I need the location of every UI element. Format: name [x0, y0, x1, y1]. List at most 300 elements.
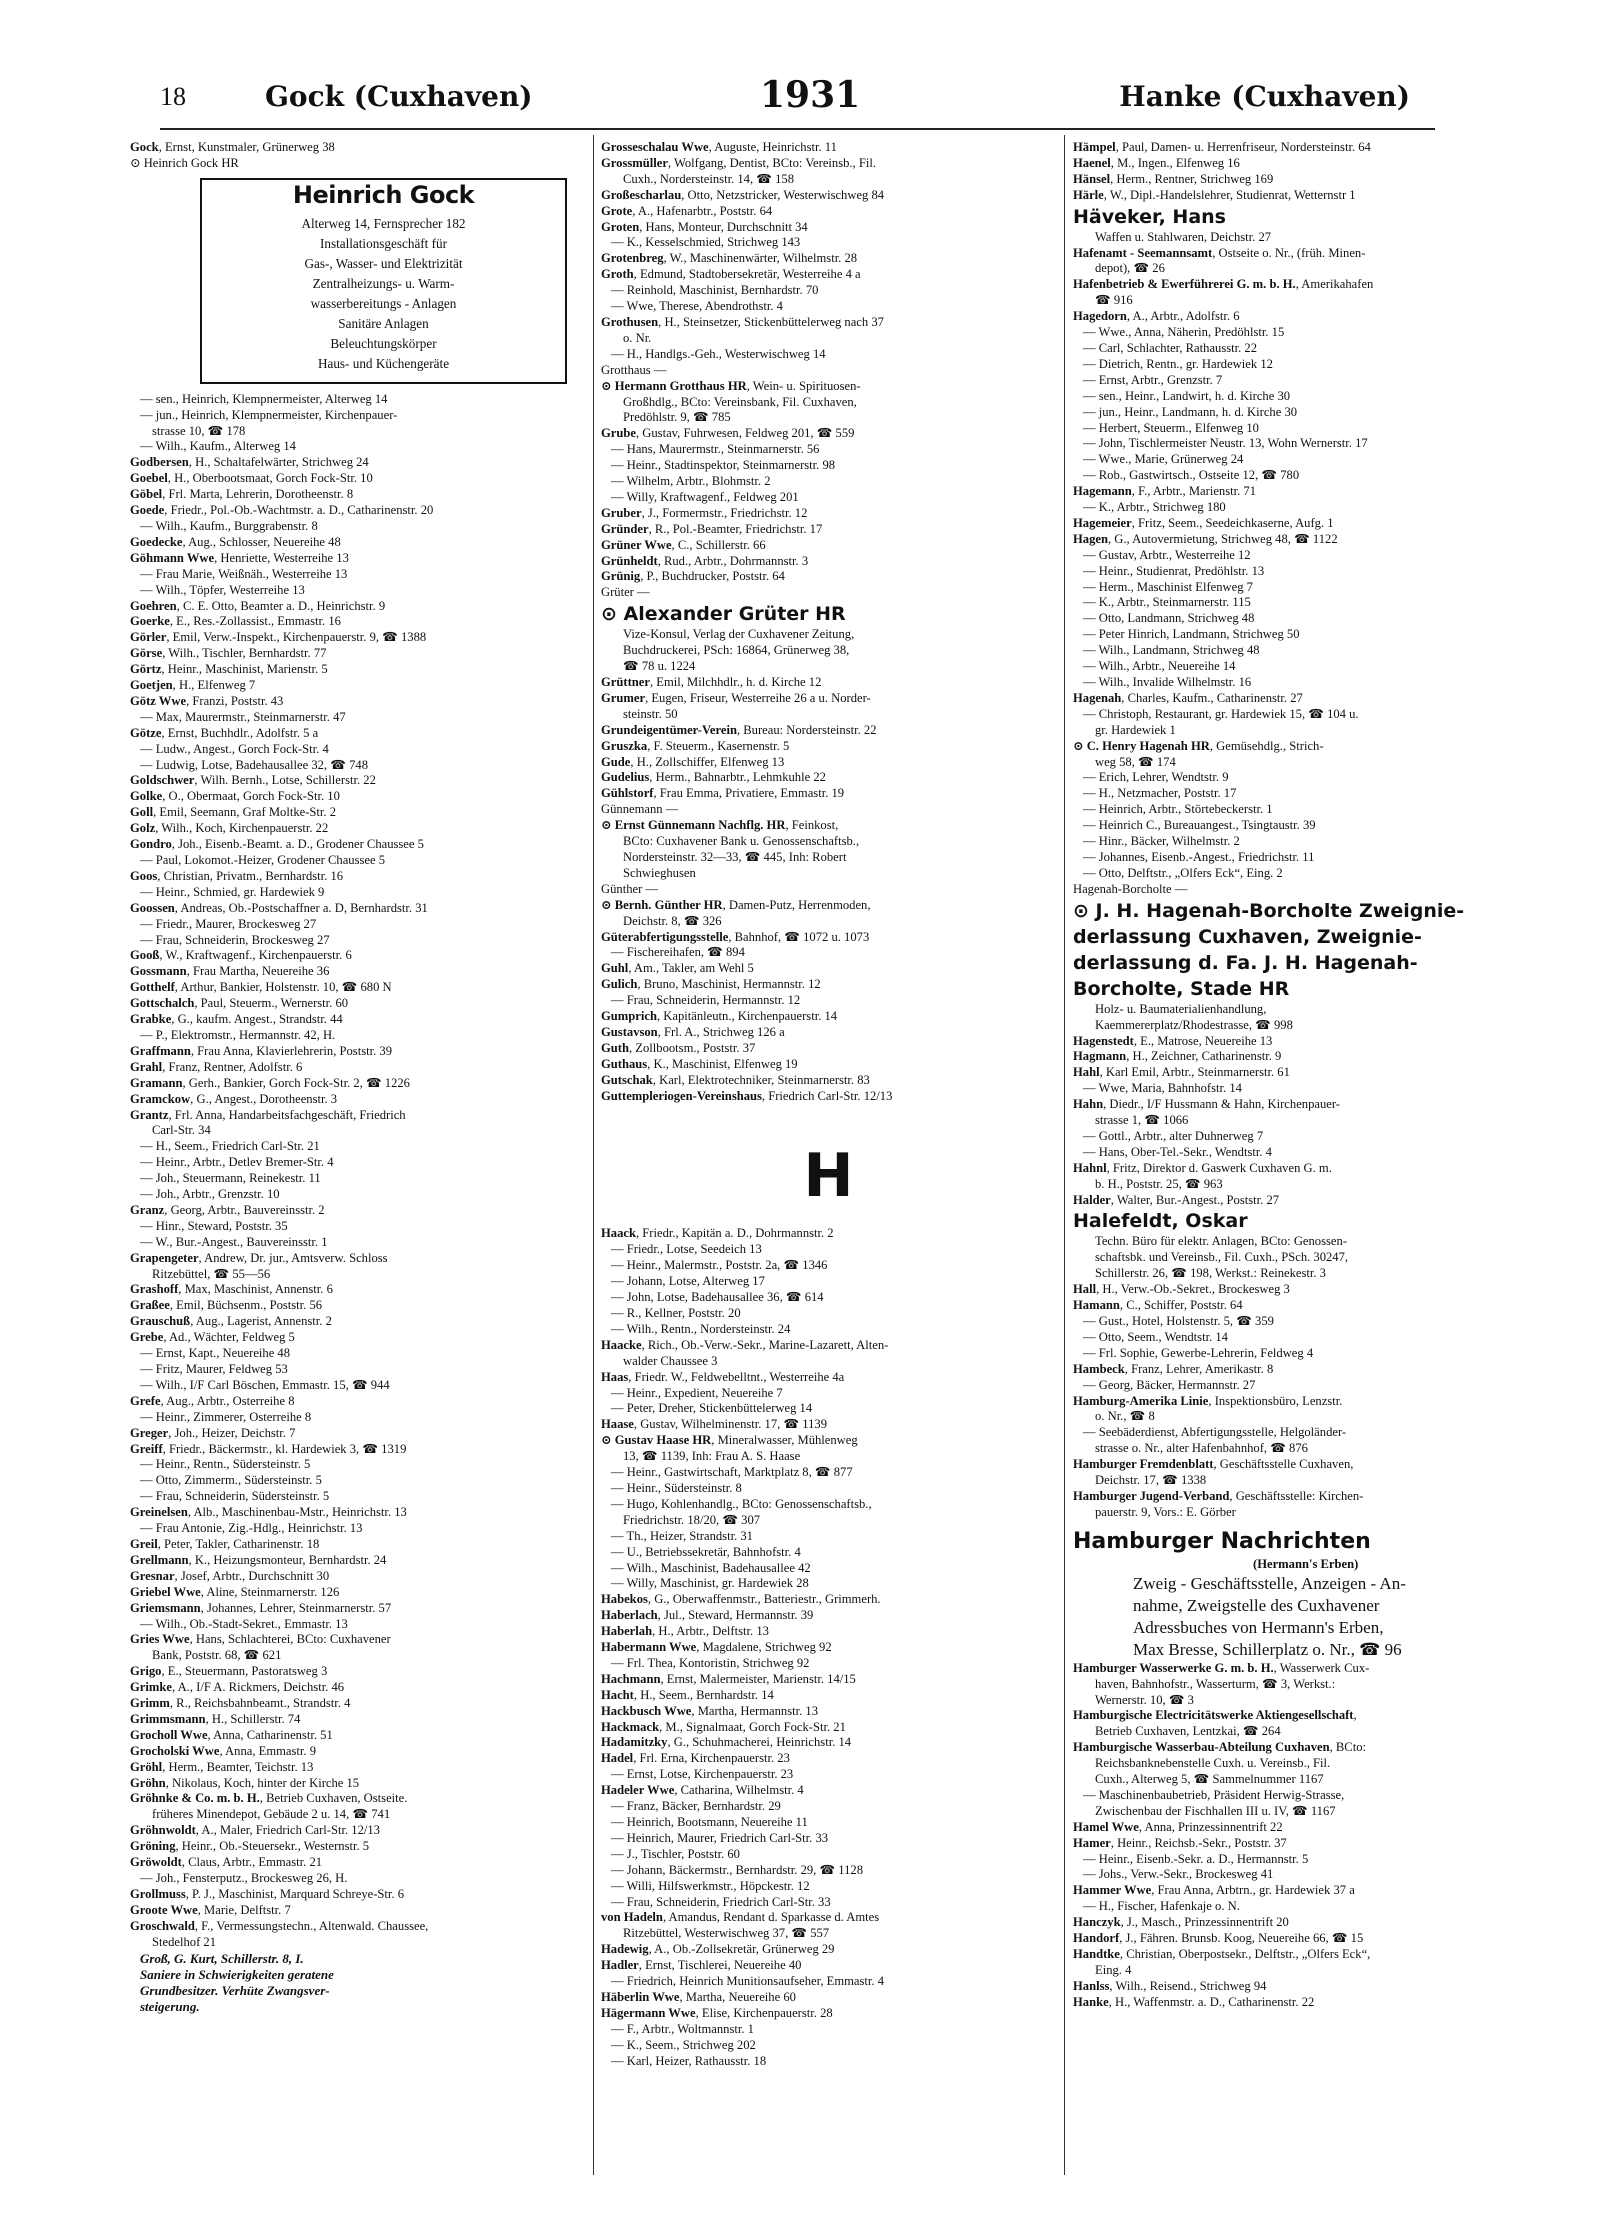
directory-entry: Hadeler Wwe, Catharina, Wilhelmstr. 4: [601, 1783, 804, 1798]
directory-entry: — Heinrich, Arbtr., Störtebeckerstr. 1: [1083, 802, 1273, 817]
directory-entry: Hadewig, A., Ob.-Zollsekretär, Grünerweg 29: [601, 1942, 835, 1957]
directory-entry: Gröhnwoldt, A., Maler, Friedrich Carl-Str. 12/13: [130, 1823, 380, 1838]
directory-entry: — Max, Maurermstr., Steinmarnerstr. 47: [140, 709, 346, 724]
directory-entry: Handorf, J., Fähren. Brunsb. Koog, Neuereihe 66, ☎ 15: [1073, 1931, 1364, 1946]
directory-entry: Hadamitzky, G., Schuhmacherei, Heinrichstr. 14: [601, 1735, 852, 1750]
directory-entry: Wernerstr. 10, ☎ 3: [1095, 1692, 1194, 1707]
directory-entry: Grünig, P., Buchdrucker, Poststr. 64: [601, 569, 785, 584]
directory-entry: Cuxh., Alterweg 5, ☎ Sammelnummer 1167: [1095, 1772, 1324, 1787]
nachrichten-line: Adressbuches von Hermann's Erben,: [1133, 1617, 1384, 1637]
directory-entry: — P., Elektromstr., Hermannstr. 42, H.: [140, 1027, 336, 1042]
directory-entry: — Hans, Maurermstr., Steinmarnerstr. 56: [611, 442, 820, 457]
grueter-heading: ⊙ Alexander Grüter HR: [601, 603, 846, 626]
directory-entry: — Wwe, Therese, Abendrothstr. 4: [611, 299, 783, 314]
directory-entry: — sen., Heinr., Landwirt, h. d. Kirche 30: [1083, 388, 1291, 403]
directory-entry: — Peter, Dreher, Stickenbüttelerweg 14: [611, 1401, 813, 1416]
directory-entry: Goll, Emil, Seemann, Graf Moltke-Str. 2: [130, 805, 337, 820]
directory-entry: — Joh., Arbtr., Grenzstr. 10: [140, 1187, 280, 1202]
directory-entry: Goerke, E., Res.-Zollassist., Emmastr. 16: [130, 614, 341, 629]
directory-entry: — Frau Marie, Weißnäh., Westerreihe 13: [140, 566, 348, 581]
directory-entry: Grotthaus —: [601, 362, 667, 377]
nachrichten-line: Zweig - Geschäftsstelle, Anzeigen - An-: [1133, 1573, 1406, 1593]
directory-entry: Griemsmann, Johannes, Lehrer, Steinmarnerstr. 57: [130, 1600, 392, 1615]
directory-entry: Härle, W., Dipl.-Handelslehrer, Studienrat, Wetternstr 1: [1073, 187, 1356, 202]
directory-entry: — Ludwig, Lotse, Badehausallee 32, ☎ 748: [140, 757, 368, 772]
directory-entry: Gutschak, Karl, Elektrotechniker, Steinmarnerstr. 83: [601, 1072, 870, 1087]
directory-entry: Hacht, H., Seem., Bernhardstr. 14: [601, 1687, 774, 1702]
directory-entry: Gumprich, Kapitänleutn., Kirchenpauerstr. 14: [601, 1009, 838, 1024]
directory-entry: Godbersen, H., Schaltafelwärter, Strichweg 24: [130, 455, 369, 470]
directory-entry: — Carl, Schlachter, Rathausstr. 22: [1083, 340, 1258, 355]
gock-advertisement: [200, 178, 567, 384]
directory-entry: — Georg, Bäcker, Hermannstr. 27: [1083, 1377, 1256, 1392]
directory-entry: — R., Kellner, Poststr. 20: [611, 1306, 741, 1320]
directory-entry: Hagemeier, Fritz, Seem., Seedeichkaserne, Aufg. 1: [1073, 515, 1334, 530]
directory-entry: Gustavson, Frl. A., Strichweg 126 a: [601, 1024, 785, 1039]
directory-entry: Großhdlg., BCto: Vereinsbank, Fil. Cuxhaven,: [623, 394, 857, 409]
directory-entry: pauerstr. 9, Vors.: E. Görber: [1095, 1504, 1236, 1519]
directory-entry: Grossmüller, Wolfgang, Dentist, BCto: Vereinsb., Fil.: [601, 155, 877, 170]
directory-entry: Gramann, Gerh., Bankier, Gorch Fock-Str. 2, ☎ 1226: [130, 1075, 410, 1090]
directory-entry: — Reinhold, Maschinist, Bernhardstr. 70: [611, 283, 819, 298]
halefeldt-heading: Halefeldt, Oskar: [1073, 1210, 1248, 1233]
directory-entry: — Ludw., Angest., Gorch Fock-Str. 4: [140, 741, 329, 756]
footer-ad-line: Groß, G. Kurt, Schillerstr. 8, I.: [140, 1950, 304, 1966]
directory-entry: Göbel, Frl. Marta, Lehrerin, Dorotheenstr. 8: [130, 487, 354, 502]
directory-entry: Goos, Christian, Privatm., Bernhardstr. 16: [130, 868, 344, 883]
directory-entry: — Heinr., Gastwirtschaft, Marktplatz 8, ☎ 877: [611, 1465, 853, 1480]
directory-entry: Görtz, Heinr., Maschinist, Marienstr. 5: [130, 662, 328, 677]
nachrichten-heading: Hamburger Nachrichten: [1073, 1528, 1371, 1554]
footer-ad-line: Saniere in Schwierigkeiten geratene: [140, 1966, 334, 1982]
directory-entry: Grebe, Ad., Wächter, Feldweg 5: [130, 1330, 295, 1345]
directory-entry: Hägermann Wwe, Elise, Kirchenpauerstr. 28: [601, 2005, 833, 2020]
directory-entry: Grimke, A., I/F A. Rickmers, Deichstr. 46: [130, 1680, 345, 1695]
directory-entry: depot), ☎ 26: [1095, 261, 1165, 276]
hagenah-heading-line: ⊙ J. H. Hagenah-Borcholte Zweignie-: [1073, 899, 1465, 922]
directory-entry: steinstr. 50: [623, 706, 678, 721]
directory-entry: — Fischereihafen, ☎ 894: [611, 945, 745, 960]
directory-entry: — Willi, Hilfswerkmstr., Höpckestr. 12: [611, 1878, 810, 1893]
directory-entry: Haase, Gustav, Wilhelminenstr. 17, ☎ 1139: [601, 1417, 828, 1432]
directory-entry: Hagedorn, A., Arbtr., Adolfstr. 6: [1073, 309, 1240, 324]
directory-entry: Deichstr. 8, ☎ 326: [623, 913, 722, 928]
directory-entry: b. H., Poststr. 25, ☎ 963: [1095, 1176, 1223, 1191]
directory-entry: Hall, H., Verw.-Ob.-Sekret., Brockesweg 3: [1073, 1282, 1290, 1297]
directory-entry: — Ernst, Kapt., Neuereihe 48: [140, 1346, 291, 1361]
directory-entry: Grellmann, K., Heizungsmonteur, Bernhardstr. 24: [130, 1552, 387, 1567]
directory-entry: Gröhnke & Co. m. b. H., Betrieb Cuxhaven, Ostseite.: [130, 1791, 408, 1806]
directory-entry: Hadler, Ernst, Tischlerei, Neuereihe 40: [601, 1958, 802, 1973]
directory-entry: Granz, Georg, Arbtr., Bauvereinsstr. 2: [130, 1202, 325, 1217]
directory-entry: Gries Wwe, Hans, Schlachterei, BCto: Cuxhavener: [130, 1632, 391, 1647]
directory-entry: — Maschinenbaubetrieb, Präsident Herwig-Strasse,: [1083, 1787, 1345, 1802]
directory-entry: Gresnar, Josef, Arbtr., Durchschnitt 30: [130, 1568, 330, 1583]
directory-entry: Hagmann, H., Zeichner, Catharinenstr. 9: [1073, 1049, 1282, 1064]
directory-entry: Greger, Joh., Heizer, Deichstr. 7: [130, 1425, 296, 1440]
directory-entry: Haack, Friedr., Kapitän a. D., Dohrmannstr. 2: [601, 1226, 834, 1241]
directory-entry: — John, Tischlermeister Neustr. 13, Wohn Wernerstr. 17: [1083, 436, 1368, 451]
directory-entry: Hammer Wwe, Frau Anna, Arbtrn., gr. Hardewiek 37 a: [1073, 1883, 1355, 1898]
ad-line: Sanitäre Anlagen: [338, 315, 429, 331]
directory-entry: — Wilh., I/F Carl Böschen, Emmastr. 15, ☎ 944: [140, 1377, 390, 1392]
directory-entry: Grote, A., Hafenarbtr., Poststr. 64: [601, 203, 773, 218]
directory-entry: Göhmann Wwe, Henriette, Westerreihe 13: [130, 550, 349, 565]
directory-entry: — Otto, Seem., Wendtstr. 14: [1083, 1329, 1228, 1344]
directory-entry: strasse 1, ☎ 1066: [1095, 1113, 1189, 1128]
directory-entry: — Frl. Sophie, Gewerbe-Lehrerin, Feldweg 4: [1083, 1345, 1314, 1360]
directory-entry: Zwischenbau der Fischhallen III u. IV, ☎ 1167: [1095, 1803, 1336, 1818]
directory-entry: — H., Netzmacher, Poststr. 17: [1083, 786, 1237, 801]
directory-entry: Grotenbreg, W., Maschinenwärter, Wilhelmstr. 28: [601, 251, 858, 266]
directory-entry: Hahn, Diedr., I/F Hussmann & Hahn, Kirchenpauer-: [1073, 1097, 1340, 1112]
directory-entry: — Heinrich, Bootsmann, Neuereihe 11: [611, 1815, 808, 1829]
directory-entry: Gühlstorf, Frau Emma, Privatiere, Emmastr. 19: [601, 786, 845, 801]
directory-entry: Reichsbanknebenstelle Cuxh. u. Vereinsb., Fil.: [1095, 1756, 1331, 1771]
directory-entry: Grashoff, Max, Maschinist, Annenstr. 6: [130, 1282, 333, 1297]
directory-entry: — H., Fischer, Hafenkaje o. N.: [1083, 1899, 1240, 1914]
directory-entry: — jun., Heinr., Landmann, h. d. Kirche 30: [1083, 404, 1298, 419]
directory-entry: — Gust., Hotel, Holstenstr. 5, ☎ 359: [1083, 1314, 1274, 1328]
directory-entry: Gruszka, F. Steuerm., Kasernenstr. 5: [601, 738, 790, 753]
directory-entry: — Wwe., Anna, Näherin, Predöhlstr. 15: [1083, 325, 1285, 340]
directory-entry: Hackbusch Wwe, Martha, Hermannstr. 13: [601, 1703, 818, 1718]
directory-entry: Grauschuß, Aug., Lagerist, Annenstr. 2: [130, 1314, 332, 1329]
directory-entry: Golke, O., Obermaat, Gorch Fock-Str. 10: [130, 789, 340, 804]
directory-entry: — Heinr., Eisenb.-Sekr. a. D., Hermannstr. 5: [1083, 1851, 1309, 1866]
ad-line: Installationsgeschäft für: [319, 235, 448, 251]
directory-entry: — Friedrich, Heinrich Munitionsaufseher, Emmastr. 4: [611, 1974, 885, 1989]
directory-entry: Grapengeter, Andrew, Dr. jur., Amtsverw. Schloss: [130, 1250, 388, 1265]
year-heading: 1931: [760, 74, 861, 116]
directory-entry: Grüttner, Emil, Milchhdlr., h. d. Kirche 12: [601, 675, 822, 689]
directory-entry: Halder, Walter, Bur.-Angest., Poststr. 27: [1073, 1192, 1280, 1207]
directory-entry: — K., Arbtr., Strichweg 180: [1083, 500, 1226, 515]
directory-entry: — U., Betriebssekretär, Bahnhofstr. 4: [611, 1544, 801, 1559]
directory-entry: Hamburg-Amerika Linie, Inspektionsbüro, Lenzstr.: [1073, 1393, 1343, 1408]
directory-entry: Haas, Friedr. W., Feldwebelltnt., Westerreihe 4a: [601, 1369, 845, 1384]
directory-entry: Hagemann, F., Arbtr., Marienstr. 71: [1073, 484, 1257, 499]
directory-entry: — Wilh., Maschinist, Badehausallee 42: [611, 1560, 811, 1575]
directory-entry: Görse, Wilh., Tischler, Bernhardstr. 77: [130, 646, 327, 661]
directory-entry: Hahnl, Fritz, Direktor d. Gaswerk Cuxhaven G. m.: [1073, 1160, 1332, 1175]
directory-entry: Deichstr. 17, ☎ 1338: [1095, 1473, 1207, 1488]
directory-entry: — Rob., Gastwirtsch., Ostseite 12, ☎ 780: [1083, 468, 1300, 483]
directory-entry: Friedrichstr. 18/20, ☎ 307: [623, 1512, 761, 1527]
directory-entry: — Wilh., Landmann, Strichweg 48: [1083, 643, 1260, 658]
directory-entry: Haacke, Rich., Ob.-Verw.-Sekr., Marine-Lazarett, Alten-: [601, 1337, 889, 1352]
directory-entry: — Willy, Kraftwagenf., Feldweg 201: [611, 489, 799, 504]
directory-entry: Görler, Emil, Verw.-Inspekt., Kirchenpauerstr. 9, ☎ 1388: [130, 630, 427, 645]
directory-entry: Grumer, Eugen, Friseur, Westerreihe 26 a u. Norder-: [601, 690, 871, 705]
directory-entry: — Wilh., Arbtr., Neuereihe 14: [1083, 659, 1236, 674]
directory-entry: Gulich, Bruno, Maschinist, Hermannstr. 12: [601, 977, 821, 992]
directory-entry: — Fritz, Maurer, Feldweg 53: [140, 1362, 288, 1376]
directory-entry: Güterabfertigungsstelle, Bahnhof, ☎ 1072 u. 1073: [601, 929, 870, 944]
directory-entry: — Wwe, Maria, Bahnhofstr. 14: [1083, 1081, 1242, 1096]
directory-entry: — H., Handlgs.-Geh., Westerwischweg 14: [611, 346, 826, 361]
directory-entry: — Frau Antonie, Zig.-Hdlg., Heinrichstr. 13: [140, 1521, 363, 1536]
ad-title: Heinrich Gock: [292, 180, 475, 209]
page-header: [160, 74, 1430, 124]
directory-entry: — H., Seem., Friedrich Carl-Str. 21: [140, 1139, 320, 1154]
directory-entry: Hamburger Fremdenblatt, Geschäftsstelle Cuxhaven,: [1073, 1457, 1354, 1472]
footer-ad-line: Grundbesitzer. Verhüte Zwangsver-: [140, 1982, 330, 1998]
right-running-head: Hanke (Cuxhaven): [1119, 80, 1410, 113]
directory-entry: Ritzebüttel, Westerwischweg 37, ☎ 557: [623, 1926, 830, 1941]
directory-entry: Gramckow, G., Angest., Dorotheenstr. 3: [130, 1091, 338, 1106]
directory-entry: — Heinr., Expedient, Neuereihe 7: [611, 1385, 783, 1400]
directory-entry: Hambeck, Franz, Lehrer, Amerikastr. 8: [1073, 1361, 1274, 1376]
directory-entry: Betrieb Cuxhaven, Lentzkai, ☎ 264: [1095, 1724, 1281, 1739]
directory-entry: — Frau, Schneiderin, Hermannstr. 12: [611, 993, 801, 1008]
directory-entry: Grimm, R., Reichsbahnbeamt., Strandstr. 4: [130, 1696, 351, 1711]
directory-entry: Guhl, Am., Takler, am Wehl 5: [601, 961, 754, 976]
directory-entry: Gudelius, Herm., Bahnarbtr., Lehmkuhle 22: [601, 770, 826, 785]
directory-entry: Hanlss, Wilh., Reisend., Strichweg 94: [1073, 1978, 1267, 1993]
directory-entry: Groote Wwe, Marie, Delftstr. 7: [130, 1902, 291, 1917]
directory-entry: Grefe, Aug., Arbtr., Osterreihe 8: [130, 1393, 295, 1408]
directory-entry: Gröwoldt, Claus, Arbtr., Emmastr. 21: [130, 1855, 323, 1870]
directory-entry: Gottschalch, Paul, Steuerm., Wernerstr. 60: [130, 996, 349, 1011]
directory-entry: Nordersteinstr. 32—33, ☎ 445, Inh: Robert: [623, 849, 847, 864]
directory-entry: — Hugo, Kohlenhandlg., BCto: Genossenschaftsb.,: [611, 1496, 872, 1511]
directory-entry: Haberlah, H., Arbtr., Delftstr. 13: [601, 1624, 769, 1639]
column-divider: [1064, 135, 1065, 2175]
directory-entry: — Heinr., Stadtinspektor, Steinmarnerstr. 98: [611, 458, 836, 473]
directory-entry: — Heinr., Studienrat, Predöhlstr. 13: [1083, 563, 1265, 578]
directory-entry: — Herbert, Steuerm., Elfenweg 10: [1083, 420, 1259, 435]
directory-entry: — Herm., Maschinist Elfenweg 7: [1083, 579, 1253, 594]
ad-line: Zentralheizungs- u. Warm-: [312, 275, 455, 291]
directory-entry: — Johann, Lotse, Alterweg 17: [611, 1274, 765, 1289]
directory-entry: — Wilh., Invalide Wilhelmstr. 16: [1083, 675, 1252, 689]
directory-entry: von Hadeln, Amandus, Rendant d. Sparkasse d. Amtes: [601, 1910, 880, 1925]
nachrichten-line: Max Bresse, Schillerplatz o. Nr., ☎ 96: [1133, 1639, 1402, 1659]
ad-line: Haus- und Küchengeräte: [317, 355, 450, 371]
directory-entry: — Wilhelm, Arbtr., Blohmstr. 2: [611, 474, 771, 489]
directory-entry: Greinelsen, Alb., Maschinenbau-Mstr., Heinrichstr. 13: [130, 1505, 407, 1520]
hagenah-heading-line: Borcholte, Stade HR: [1073, 977, 1290, 1000]
directory-entry: Grabke, G., kaufm. Angest., Strandstr. 44: [130, 1012, 343, 1027]
directory-entry: Carl-Str. 34: [152, 1123, 211, 1138]
directory-entry: Günther —: [601, 881, 659, 896]
directory-entry: Hamburger Wasserwerke G. m. b. H., Wasserwerk Cux-: [1073, 1660, 1370, 1675]
directory-entry: — Heinrich, Maurer, Friedrich Carl-Str. 33: [611, 1830, 829, 1845]
directory-entry: — Gustav, Arbtr., Westerreihe 12: [1083, 547, 1251, 562]
directory-entry: — Wilh., Kaufm., Burggrabenstr. 8: [140, 518, 318, 533]
directory-entry: Grünheldt, Rud., Arbtr., Dohrmannstr. 3: [601, 553, 809, 568]
directory-entry: weg 58, ☎ 174: [1095, 754, 1176, 769]
directory-entry: Gröning, Heinr., Ob.-Steuersekr., Westernstr. 5: [130, 1839, 370, 1854]
directory-entry: — Joh., Steuermann, Reinekestr. 11: [140, 1171, 321, 1186]
directory-entry: — Peter Hinrich, Landmann, Strichweg 50: [1083, 627, 1300, 642]
directory-entry: Hanke, H., Waffenmstr. a. D., Catharinenstr. 22: [1073, 1994, 1315, 2009]
ad-line: Gas-, Wasser- und Elektrizität: [304, 255, 463, 271]
directory-entry: — Willy, Maschinist, gr. Hardewiek 28: [611, 1576, 809, 1591]
directory-entry: Bank, Poststr. 68, ☎ 621: [152, 1648, 282, 1663]
directory-entry: walder Chaussee 3: [623, 1353, 718, 1368]
directory-entry: — Karl, Heizer, Rathausstr. 18: [611, 2053, 767, 2068]
directory-entry: — Wilh., Töpfer, Westerreihe 13: [140, 582, 305, 597]
directory-entry: Gröhn, Nikolaus, Koch, hinter der Kirche 15: [130, 1775, 360, 1790]
directory-entry: — Heinr., Schmied, gr. Hardewiek 9: [140, 884, 325, 899]
directory-entry: Haberlach, Jul., Steward, Hermannstr. 39: [601, 1608, 814, 1623]
directory-entry: — Friedr., Lotse, Seedeich 13: [611, 1242, 762, 1257]
directory-entry: Grüter —: [601, 585, 650, 600]
directory-entry: — Johann, Bäckermstr., Bernhardstr. 29, ☎ 1128: [611, 1862, 864, 1877]
directory-entry: Handtke, Christian, Oberpostsekr., Delftstr., „Olfers Eck“,: [1073, 1947, 1371, 1961]
directory-entry: — Johs., Verw.-Sekr., Brockesweg 41: [1083, 1867, 1274, 1882]
directory-entry: — Wilh., Ob.-Stadt-Sekret., Emmastr. 13: [140, 1616, 348, 1631]
directory-entry: — Heinr., Zimmerer, Osterreihe 8: [140, 1409, 312, 1424]
directory-entry: Häberlin Wwe, Martha, Neuereihe 60: [601, 1989, 796, 2004]
directory-entry: ⊙ Heinrich Gock HR: [130, 155, 239, 170]
directory-entry: — John, Lotse, Badehausallee 36, ☎ 614: [611, 1290, 824, 1305]
directory-entry: — Joh., Fensterputz., Brockesweg 26, H.: [140, 1871, 348, 1885]
directory-entry: — Heinr., Arbtr., Detlev Bremer-Str. 4: [140, 1155, 334, 1170]
directory-entry: Predöhlstr. 9, ☎ 785: [623, 410, 731, 425]
directory-entry: Guth, Zollbootsm., Poststr. 37: [601, 1040, 756, 1055]
directory-entry: — Frau, Schneiderin, Brockesweg 27: [140, 932, 330, 947]
directory-entry: Holz- u. Baumaterialienhandlung,: [1095, 1001, 1267, 1016]
directory-entry: Hamer, Heinr., Reichsb.-Sekr., Poststr. 37: [1073, 1835, 1287, 1850]
directory-entry: haven, Bahnhofstr., Wasserturm, ☎ 3, Werkst.:: [1095, 1676, 1336, 1691]
directory-entry: — Heinrich C., Bureauangest., Tsingtaustr. 39: [1083, 818, 1316, 833]
directory-entry: — Erich, Lehrer, Wendtstr. 9: [1083, 770, 1229, 785]
directory-entry: Goetjen, H., Elfenweg 7: [130, 678, 256, 693]
directory-entry: — Ernst, Lotse, Kirchenpauerstr. 23: [611, 1767, 794, 1782]
directory-entry: ⊙ C. Henry Hagenah HR, Gemüsehdlg., Strich-: [1073, 738, 1324, 753]
directory-entry: Großescharlau, Otto, Netzstricker, Westerwischweg 84: [601, 187, 885, 202]
directory-entry: Gruber, J., Formermstr., Friedrichstr. 12: [601, 505, 808, 520]
directory-entry: ⊙ Ernst Günnemann Nachflg. HR, Feinkost,: [601, 818, 839, 833]
directory-entry: Haenel, M., Ingen., Elfenweg 16: [1073, 155, 1240, 170]
directory-entry: Gründer, R., Pol.-Beamter, Friedrichstr. 17: [601, 521, 823, 536]
directory-entry: — Heinr., Rentn., Südersteinstr. 5: [140, 1457, 311, 1472]
directory-entry: Gude, H., Zollschiffer, Elfenweg 13: [601, 754, 785, 769]
directory-entry: ⊙ Gustav Haase HR, Mineralwasser, Mühlenweg: [601, 1433, 858, 1448]
directory-entry: — Johannes, Eisenb.-Angest., Friedrichstr. 11: [1083, 849, 1315, 864]
directory-entry: Hachmann, Ernst, Malermeister, Marienstr. 14/15: [601, 1671, 856, 1686]
directory-entry: Hahl, Karl Emil, Arbtr., Steinmarnerstr. 61: [1073, 1065, 1290, 1080]
directory-entry: ⊙ Hermann Grotthaus HR, Wein- u. Spirituosen-: [601, 378, 861, 393]
directory-entry: ⊙ Bernh. Günther HR, Damen-Putz, Herrenmoden,: [601, 897, 871, 912]
left-running-head: Gock (Cuxhaven): [265, 80, 533, 113]
directory-entry: — Hinr., Steward, Poststr. 35: [140, 1218, 288, 1233]
directory-entry: — Friedr., Maurer, Brockesweg 27: [140, 916, 317, 931]
directory-entry: Gock, Ernst, Kunstmaler, Grünerweg 38: [130, 140, 335, 154]
directory-entry: Hagenstedt, E., Matrose, Neuereihe 13: [1073, 1033, 1273, 1048]
directory-entry: Götze, Ernst, Buchhdlr., Adolfstr. 5 a: [130, 725, 319, 740]
directory-entry: Grocholl Wwe, Anna, Catharinenstr. 51: [130, 1727, 333, 1742]
directory-entry: — Frau, Schneiderin, Friedrich Carl-Str. 33: [611, 1894, 831, 1909]
directory-entry: Grollmuss, P. J., Maschinist, Marquard Schreye-Str. 6: [130, 1886, 405, 1901]
directory-entry: Goede, Friedr., Pol.-Ob.-Wachtmstr. a. D., Catharinenstr. 20: [130, 503, 434, 518]
directory-entry: — Otto, Zimmerm., Südersteinstr. 5: [140, 1473, 322, 1488]
directory-entry: — K., Seem., Strichweg 202: [611, 2037, 756, 2052]
directory-entry: Hamburger Jugend-Verband, Geschäftsstelle: Kirchen-: [1073, 1488, 1364, 1503]
column-3: [1073, 140, 1528, 2011]
directory-entry: Grimmsmann, H., Schillerstr. 74: [130, 1711, 301, 1726]
directory-entry: Waffen u. Stahlwaren, Deichstr. 27: [1095, 229, 1272, 244]
directory-entry: ☎ 78 u. 1224: [623, 659, 696, 674]
directory-entry: Gooß, W., Kraftwagenf., Kirchenpauerstr. 6: [130, 948, 352, 963]
column-divider: [593, 135, 594, 2175]
directory-entry: Hanczyk, J., Masch., Prinzessinnentrift 20: [1073, 1915, 1289, 1930]
directory-entry: Hackmack, M., Signalmaat, Gorch Fock-Str. 21: [601, 1719, 846, 1734]
nachrichten-line: nahme, Zweigstelle des Cuxhavener: [1133, 1595, 1380, 1615]
directory-entry: — Hans, Ober-Tel.-Sekr., Wendtstr. 4: [1083, 1144, 1272, 1159]
directory-entry: — sen., Heinrich, Klempnermeister, Alterweg 14: [140, 391, 388, 406]
directory-entry: Gotthelf, Arthur, Bankier, Holstenstr. 10, ☎ 680 N: [130, 980, 392, 995]
column-2: [601, 140, 1056, 2070]
directory-entry: ☎ 916: [1095, 293, 1133, 308]
directory-entry: Groschwald, F., Vermessungstechn., Altenwald. Chaussee,: [130, 1918, 429, 1933]
directory-entry: Hafenbetrieb & Ewerführerei G. m. b. H., Amerikahafen: [1073, 277, 1374, 292]
directory-entry: schaftsbk. und Vereinsb., Fil. Cuxh., PSch. 30247,: [1095, 1250, 1349, 1265]
directory-entry: Gossmann, Frau Martha, Neuereihe 36: [130, 964, 330, 979]
directory-entry: Schillerstr. 26, ☎ 198, Werkst.: Reinekestr. 3: [1095, 1266, 1326, 1281]
directory-entry: Günnemann —: [601, 802, 679, 817]
directory-entry: — Franz, Bäcker, Bernhardstr. 29: [611, 1799, 781, 1814]
nachrichten-subtitle: (Hermann's Erben): [1253, 1556, 1359, 1571]
directory-entry: — Hinr., Bäcker, Wilhelmstr. 2: [1083, 834, 1240, 849]
directory-entry: Groth, Edmund, Stadtobersekretär, Westerreihe 4 a: [601, 267, 861, 282]
directory-entry: Gondro, Joh., Eisenb.-Beamt. a. D., Grodener Chaussee 5: [130, 837, 424, 852]
directory-entry: Hamel Wwe, Anna, Prinzessinnentrift 22: [1073, 1819, 1283, 1834]
directory-entry: Grocholski Wwe, Anna, Emmastr. 9: [130, 1743, 316, 1758]
directory-entry: o. Nr.: [623, 330, 652, 345]
directory-entry: Guttempleriogen-Vereinshaus, Friedrich Carl-Str. 12/13: [601, 1088, 893, 1103]
directory-entry: — Heinr., Malermstr., Poststr. 2a, ☎ 1346: [611, 1258, 828, 1273]
directory-entry: Goehren, C. E. Otto, Beamter a. D., Heinrichstr. 9: [130, 598, 386, 613]
directory-entry: Grantz, Frl. Anna, Handarbeitsfachgeschäft, Friedrich: [130, 1107, 406, 1122]
ad-line: Beleuchtungskörper: [330, 335, 437, 351]
directory-entry: Grube, Gustav, Fuhrwesen, Feldweg 201, ☎ 559: [601, 426, 855, 441]
directory-entry: — Heinr., Südersteinstr. 8: [611, 1480, 742, 1495]
directory-entry: — Seebäderdienst, Abfertigungsstelle, Helgoländer-: [1083, 1425, 1347, 1440]
directory-entry: — Wwe., Marie, Grünerweg 24: [1083, 452, 1244, 467]
directory-entry: Grothusen, H., Steinsetzer, Stickenbüttelerweg nach 37: [601, 314, 884, 329]
directory-entry: Hamburgische Electricitätswerke Aktiengesellschaft,: [1073, 1708, 1357, 1723]
section-letter: H: [803, 1141, 854, 1212]
haeveker-heading: Häveker, Hans: [1073, 205, 1226, 228]
directory-entry: Hafenamt - Seemannsamt, Ostseite o. Nr., (früh. Minen-: [1073, 245, 1366, 260]
directory-entry: Eing. 4: [1095, 1962, 1132, 1977]
directory-entry: — Ernst, Arbtr., Grenzstr. 7: [1083, 372, 1223, 387]
directory-entry: strasse o. Nr., alter Hafenbahnhof, ☎ 876: [1095, 1441, 1308, 1456]
column-1: [130, 140, 585, 2015]
directory-entry: Stedelhof 21: [152, 1934, 217, 1949]
directory-entry: Grigo, E., Steuermann, Pastoratsweg 3: [130, 1664, 328, 1679]
hagenah-heading-line: derlassung Cuxhaven, Zweignie-: [1073, 925, 1422, 948]
directory-entry: Hagen, G., Autovermietung, Strichweg 48, ☎ 1122: [1073, 531, 1338, 546]
footer-ad-line: steigerung.: [140, 1998, 200, 2014]
directory-entry: — Christoph, Restaurant, gr. Hardewiek 15, ☎ 104 u.: [1083, 706, 1359, 721]
directory-entry: o. Nr., ☎ 8: [1095, 1409, 1155, 1424]
directory-entry: — F., Arbtr., Woltmannstr. 1: [611, 2021, 754, 2036]
directory-entry: — Wilh., Kaufm., Alterweg 14: [140, 439, 296, 454]
directory-entry: Hadel, Frl. Erna, Kirchenpauerstr. 23: [601, 1751, 790, 1766]
directory-entry: Kaemmererplatz/Rhodestrasse, ☎ 998: [1095, 1017, 1293, 1032]
directory-entry: früheres Minendepot, Gebäude 2 u. 14, ☎ 741: [152, 1807, 391, 1822]
hagenah-heading-line: derlassung d. Fa. J. H. Hagenah-: [1073, 951, 1418, 974]
directory-entry: Goebel, H., Oberbootsmaat, Gorch Fock-Str. 10: [130, 471, 373, 486]
directory-entry: Hänsel, Herm., Rentner, Strichweg 169: [1073, 171, 1274, 186]
directory-entry: Habermann Wwe, Magdalene, Strichweg 92: [601, 1640, 832, 1655]
directory-entry: Graßee, Emil, Büchsenm., Poststr. 56: [130, 1298, 323, 1313]
